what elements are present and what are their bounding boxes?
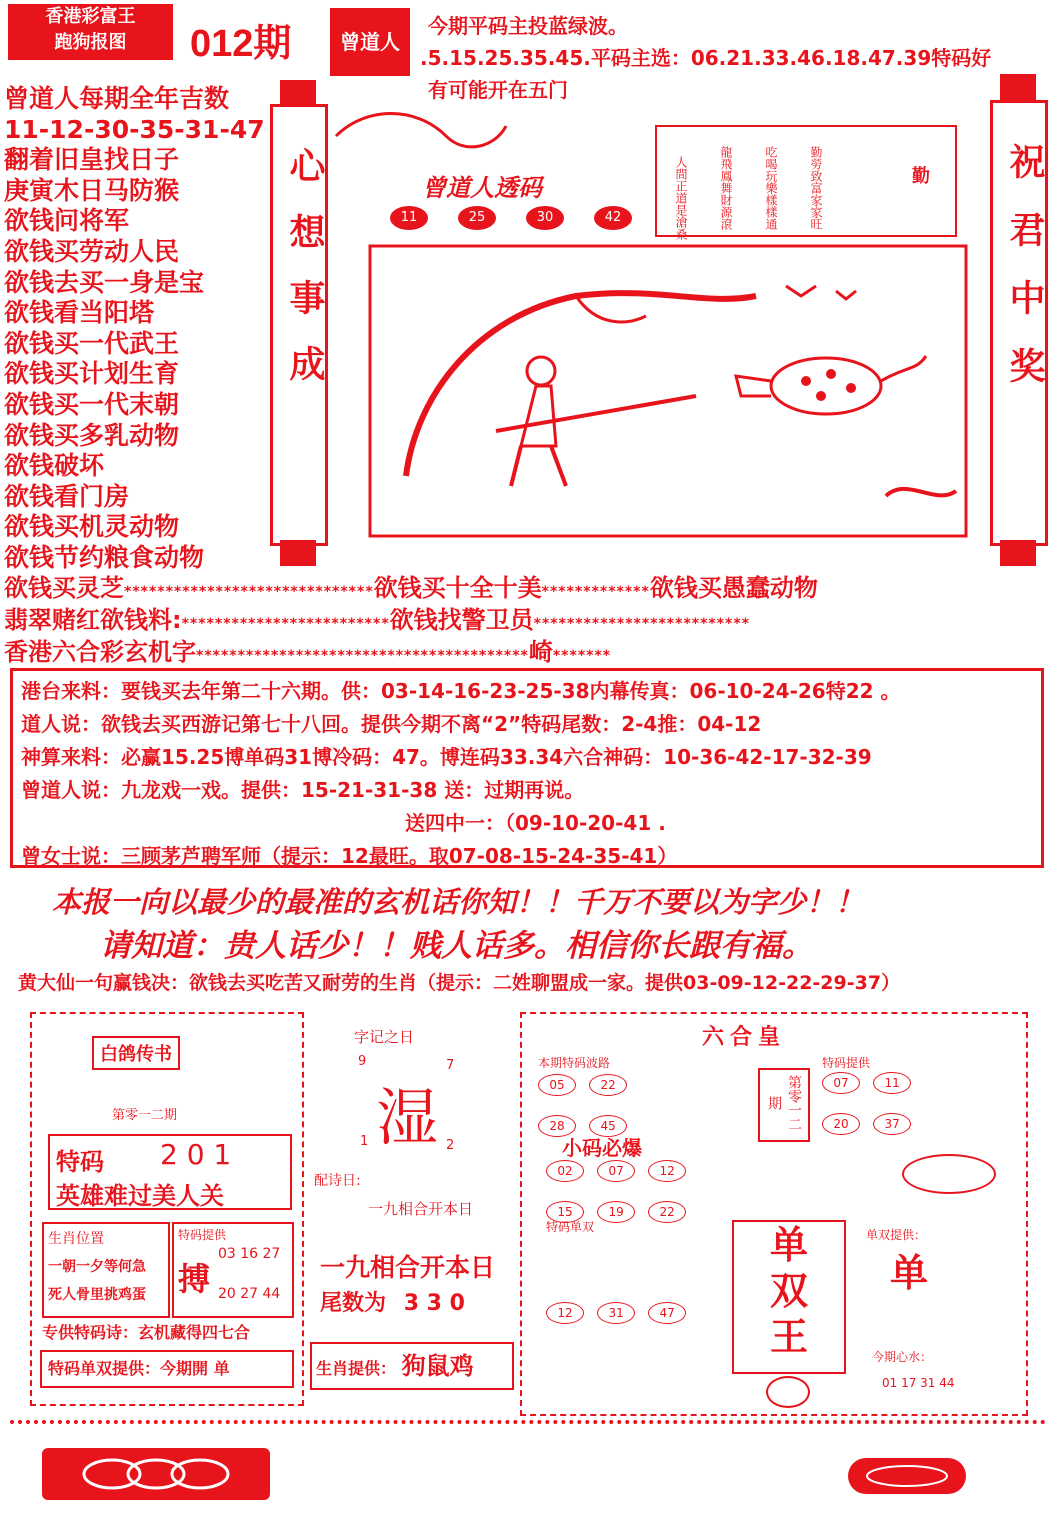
notice-line3: 有可能开在五门 (428, 78, 568, 102)
picture-area (326, 96, 986, 556)
mid-num-tr: 7 (446, 1058, 455, 1073)
ornament (902, 1154, 996, 1194)
waves (538, 1074, 678, 1137)
logo-line1: 香港彩富王 (45, 6, 136, 27)
list-item: 欲钱买劳动人民 (4, 236, 180, 266)
list-item: 欲钱去买一身是宝 (4, 267, 205, 297)
picture-illustration (326, 96, 986, 556)
star-line-stars: **************************************** (196, 648, 529, 664)
flower (766, 1376, 810, 1408)
issue-badge-text: 第零一二期 (766, 1075, 802, 1131)
zodiac-line: 一朝一夕等何急 (48, 1259, 146, 1275)
list-item: 欲钱破坏 (4, 451, 105, 481)
wave-label: 本期特码波路 (538, 1056, 611, 1070)
scroll-right-bottom (1000, 540, 1036, 566)
tip-num: 11 (873, 1072, 911, 1094)
list-numbers: 11-12-30-35-31-47 (4, 114, 265, 144)
picture-title: 曾道人透码 (422, 174, 542, 202)
list-item: 欲钱看当阳塔 (4, 298, 155, 328)
mid-num-br: 2 (446, 1138, 455, 1153)
seal-stamp (330, 8, 410, 76)
mid-tail-label: 尾数为 (320, 1291, 387, 1316)
star-line-stars: ************* (541, 584, 650, 600)
logo (8, 4, 173, 60)
king-char: 王 (769, 1315, 808, 1359)
list-item: 欲钱买机灵动物 (4, 512, 180, 542)
scroll-right-text: 祝君中奖 (1004, 143, 1045, 415)
small-num: 12 (648, 1160, 686, 1182)
slogan-line1: 本报一向以最少的最准的玄机话你知！！千万不要以为字少！！ (52, 885, 865, 919)
small-nums (546, 1160, 766, 1223)
mid-header: 字记之日 (354, 1028, 415, 1046)
issue-number: 012期 (190, 23, 292, 65)
mid-zodiac: 狗鼠鸡 (401, 1352, 474, 1380)
scroll-right-top (1000, 74, 1036, 100)
right-char: 单 (890, 1251, 929, 1295)
sd-label: 特码单双 (546, 1220, 595, 1234)
wave-num: 22 (589, 1074, 627, 1096)
bottom-left-panel (30, 1012, 304, 1406)
heart-nums: 01 17 31 44 (882, 1376, 955, 1390)
tip-num: 07 (822, 1072, 860, 1094)
picture-ball: 11 (390, 206, 428, 230)
special-code: 2 0 1 (160, 1138, 232, 1171)
emblem-icon (848, 1458, 966, 1494)
tip-box (172, 1222, 294, 1318)
info-box (10, 668, 1044, 868)
heart-label: 今期心水： (872, 1350, 933, 1364)
bottom-num: 12 (546, 1302, 584, 1324)
info-line: 曾女士说：三顾茅芦聘军师（提示：12最旺。取07-08-15-24-35-41） (21, 844, 678, 868)
star-line-stars: ************************** (533, 616, 751, 632)
list-item: 欲钱买一代武王 (4, 328, 180, 358)
list-item: 欲钱看门房 (4, 481, 130, 511)
star-line-mid: 欲钱找警卫员 (389, 606, 534, 634)
small-num: 02 (546, 1160, 584, 1182)
star-line-1 (4, 568, 1054, 603)
picture-ball: 25 (458, 206, 496, 230)
bottom-nums (546, 1302, 726, 1324)
star-line-mid: 欲钱买十全十美 (373, 574, 542, 602)
mid-poem-label: 配诗日: (314, 1173, 361, 1189)
star-line-right: 欲钱买愚蠢动物 (649, 574, 818, 602)
wave-num: 28 (538, 1115, 576, 1137)
slogan-line2: 请知道：贵人话少！！贱人话多。相信你长跟有福。 (100, 928, 813, 964)
special-label: 特码 (56, 1148, 104, 1176)
tip-num: 37 (873, 1113, 911, 1135)
logo-line2: 跑狗报图 (54, 32, 127, 53)
list-item: 欲钱买计划生育 (4, 359, 180, 389)
svg-text:勤勞致富家家旺: 勤勞致富家家旺 (809, 146, 823, 230)
mid-tail-row (320, 1286, 465, 1317)
king-char: 单 (769, 1223, 808, 1267)
tip-label: 特码提供 (822, 1056, 871, 1070)
scroll-left-bottom (280, 540, 316, 566)
zodiac-label: 生肖位置 (48, 1231, 104, 1247)
right-label: 单双提供： (866, 1228, 927, 1242)
scroll-right (990, 100, 1048, 546)
bottom-right-panel (520, 1012, 1028, 1416)
scroll-left (270, 104, 328, 546)
small-num: 07 (597, 1160, 635, 1182)
footer-logo-right (848, 1458, 966, 1494)
star-line-left: 翡翠赌红欲钱料: (4, 606, 182, 634)
mid-zodiac-row (310, 1342, 514, 1390)
bottom-num: 31 (597, 1302, 635, 1324)
mid-big-char: 湿 (376, 1081, 439, 1154)
left-list (4, 84, 274, 574)
small-num: 22 (648, 1201, 686, 1223)
mid-zodiac-label: 生肖提供： (316, 1359, 397, 1378)
footer-logo-left (42, 1448, 270, 1500)
zodiac-line: 死人骨里挑鸡蛋 (48, 1287, 146, 1303)
list-item: 翻着旧皇找日子 (4, 145, 180, 175)
bottom-mid-panel (306, 1012, 516, 1402)
hint-line: 专供特码诗：玄机藏得四七合 (42, 1323, 251, 1342)
list-item: 欲钱节约粮食动物 (4, 542, 205, 572)
list-item: 欲钱问将军 (4, 206, 130, 236)
single-double-row: 特码单双提供：今期開 单 (40, 1350, 294, 1388)
star-line-3 (4, 632, 1054, 667)
panel-title: 白鸽传书 (92, 1036, 180, 1070)
list-item: 欲钱买多乳动物 (4, 420, 180, 450)
star-line-mid: 崎 (528, 638, 553, 666)
info-line: 神算来料：必赢15.25博单码31博冷码：47。博连码33.34六合神码：10-36-42-17-32-39 (21, 745, 872, 769)
info-line: 曾道人说：九龙戏一戏。提供：15-21-31-38 送：过期再说。 (21, 778, 585, 802)
list-item: 欲钱买一代末朝 (4, 389, 180, 419)
swirl-icon (42, 1448, 270, 1500)
bo-char: 搏 (178, 1260, 211, 1298)
star-line-stars: ******* (552, 648, 612, 664)
info-line: 港台来料：要钱买去年第二十六期。供：03-14-16-23-25-38内幕传真：06-10-24-26特22 。 (21, 679, 901, 703)
small-label: 小码必爆 (562, 1136, 642, 1160)
star-line-stars: ************************* (181, 616, 390, 632)
picture-ball: 30 (526, 206, 564, 230)
wong-tai-sin-line: 黄大仙一句赢钱决：欲钱去买吃苦又耐劳的生肖（提示：二姓聊盟成一家。提供03-09-12-22-29-37） (18, 972, 901, 994)
scroll-left-text: 心想事成 (284, 147, 325, 411)
zodiac-box (42, 1222, 170, 1318)
star-line-2 (4, 600, 1054, 635)
right-title: 六合皇 (702, 1025, 787, 1050)
mid-num-bl: 1 (360, 1134, 369, 1149)
tip-num: 20 (822, 1113, 860, 1135)
wave-num: 05 (538, 1074, 576, 1096)
list-item: 庚寅木日马防猴 (4, 175, 180, 205)
picture-ball: 42 (594, 206, 632, 230)
mid-num-tl: 9 (358, 1054, 367, 1069)
panel-issue: 第零一二期 (112, 1108, 178, 1123)
idiom: 英雄难过美人关 (56, 1182, 224, 1210)
tip-nums: 03 16 27 (218, 1246, 281, 1262)
svg-text:龍飛鳳舞財源滾: 龍飛鳳舞財源滾 (719, 146, 733, 230)
small-num: 19 (597, 1201, 635, 1223)
star-line-stars: ****************************** (124, 584, 374, 600)
info-line: 道人说：欲钱去买西游记第七十八回。提供今期不离“2”特码尾数：2-4推：04-12 (21, 712, 762, 736)
wave-num: 45 (589, 1115, 627, 1137)
seal-text: 曾道人 (340, 30, 400, 54)
notice-line2: .5.15.25.35.45.平码主选：06.21.33.46.18.47.39特码好 (420, 46, 992, 70)
small-num: 15 (546, 1201, 584, 1223)
tip-nums (822, 1072, 932, 1135)
mid-big-poem: 一九相合开本日 (320, 1253, 496, 1282)
mid-tail-nums: 3 3 0 (403, 1291, 465, 1316)
picture-side-text: 勤 (912, 166, 930, 187)
scroll-left-top (280, 80, 316, 104)
mid-poem: 一九相合开本日 (368, 1200, 474, 1218)
tip-nums: 20 27 44 (218, 1286, 281, 1302)
star-line-left: 香港六合彩玄机字 (4, 638, 196, 666)
list-title: 曾道人每期全年吉数 (4, 84, 230, 113)
svg-text:吃喝玩樂樣樣通: 吃喝玩樂樣樣通 (764, 146, 778, 230)
star-line-left: 欲钱买灵芝 (4, 574, 124, 602)
footer-divider (10, 1420, 1046, 1424)
special-row (48, 1134, 292, 1210)
king-char: 双 (769, 1269, 808, 1313)
king-box (732, 1220, 846, 1374)
issue-badge (758, 1068, 810, 1142)
notice-line1: 今期平码主投蓝绿波。 (428, 14, 628, 38)
bottom-num: 47 (648, 1302, 686, 1324)
svg-text:人間正道是滄桑: 人間正道是滄桑 (674, 156, 688, 240)
info-line: 送四中一：（09-10-20-41 . (405, 811, 666, 835)
tip-label: 特码提供 (178, 1228, 227, 1242)
